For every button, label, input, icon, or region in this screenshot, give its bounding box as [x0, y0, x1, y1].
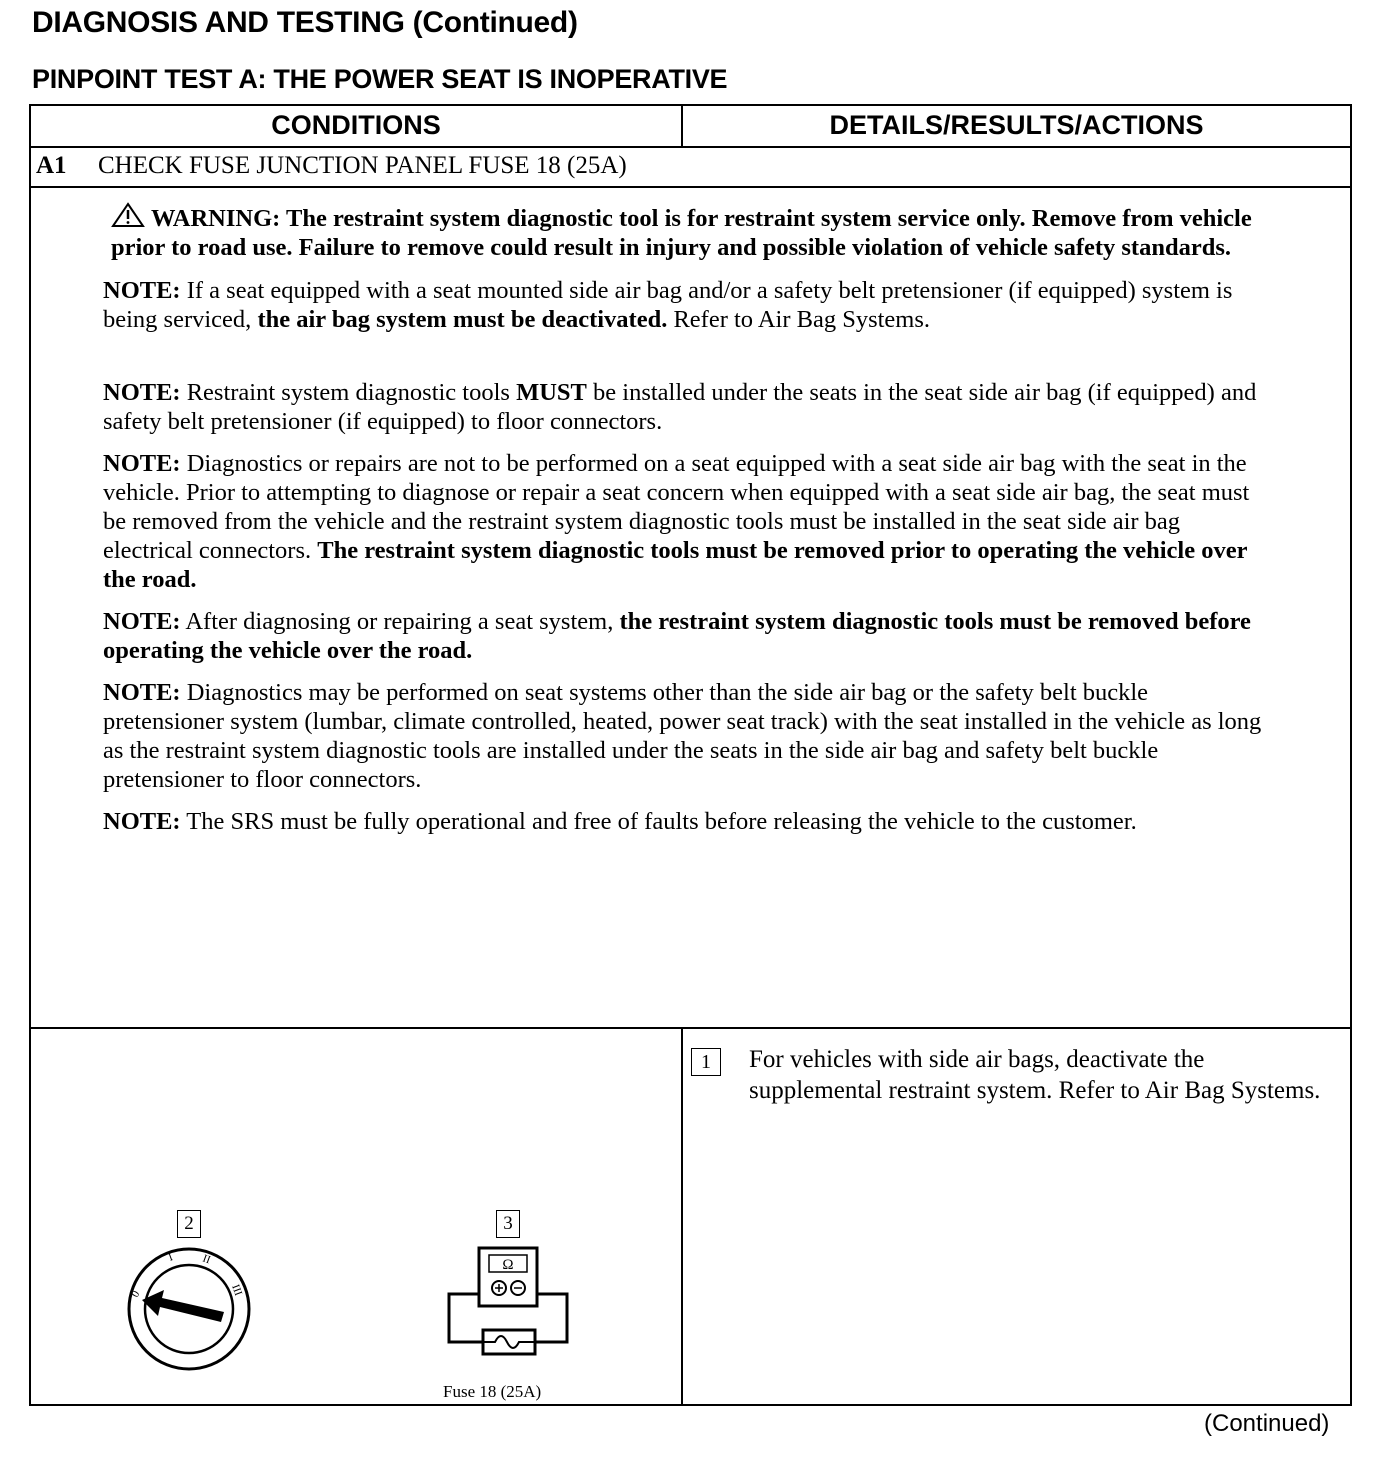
note-text: After diagnosing or repairing a seat system, [180, 608, 620, 635]
header-divider [31, 146, 1350, 148]
note-tail: be installed under the seats in the seat side air bag (if equipped) and safety belt pretensioner (if equipped) to floor connectors. [103, 379, 1257, 435]
fuse-label: Fuse 18 (25A) [443, 1382, 542, 1401]
step-divider [31, 186, 1350, 188]
ohm-symbol: Ω [502, 1257, 514, 1273]
note-label: NOTE: [103, 679, 181, 706]
ignition-switch-icon [124, 1244, 254, 1374]
action-step-number: 1 [691, 1048, 721, 1076]
note-text: Restraint system diagnostic tools [180, 379, 517, 406]
bottom-column-divider [681, 1027, 683, 1404]
ignition-mark-3: III [229, 1282, 245, 1298]
action-step-text: For vehicles with side air bags, deactivate the supplemental restraint system. Refer to Air Bag Systems. [749, 1046, 1321, 1104]
ignition-mark-off: 0 [129, 1288, 143, 1300]
note-emphasis: MUST [516, 379, 587, 406]
note-label: NOTE: [103, 608, 181, 635]
ignition-mark-1: I [166, 1251, 175, 1264]
note-label: NOTE: [103, 277, 181, 304]
page-title: DIAGNOSIS AND TESTING (Continued) [32, 6, 578, 39]
note-2 [103, 378, 1273, 436]
warning-text: WARNING: The restraint system diagnostic tool is for restraint system service only. Remove from vehicle prior to road use. Failure to remove could result in injury and possible violation of vehicle safety standards. [111, 205, 1252, 261]
note-4 [103, 607, 1273, 665]
note-text: The SRS must be fully operational and free of faults before releasing the vehicle to the customer. [180, 808, 1137, 835]
column-header-details: DETAILS/RESULTS/ACTIONS [829, 110, 1204, 140]
note-text: Diagnostics may be performed on seat systems other than the side air bag or the safety belt buckle pretensioner system (lumbar, climate controlled, heated, power seat track) with the seat installed in the vehicle as long as the restraint system diagnostic tools are installed under the seats in the side air bag and safety belt buckle pretensioner to floor connectors. [103, 679, 1262, 793]
note-label: NOTE: [103, 379, 181, 406]
note-label: NOTE: [103, 450, 181, 477]
note-text: If a seat equipped with a seat mounted side air bag and/or a safety belt pretensioner (if equipped) system is being serviced, [103, 277, 1233, 333]
note-emphasis: the restraint system diagnostic tools must be removed before operating the vehicle over the road. [103, 608, 1251, 664]
pinpoint-test-title: PINPOINT TEST A: THE POWER SEAT IS INOPERATIVE [32, 64, 728, 94]
warning-triangle-icon [111, 202, 145, 228]
step-row [36, 152, 627, 180]
note-text: Diagnostics or repairs are not to be performed on a seat equipped with a seat side air bag with the seat in the vehicle. Prior to attempting to diagnose or repair a seat concern when equipped with a seat side air bag, the seat must be removed from the vehicle and the restraint system diagnostic tools must be installed in the seat side air bag electrical connectors. [103, 450, 1250, 564]
callout-2: 2 [177, 1210, 201, 1238]
warning-block [111, 202, 1273, 262]
note-3 [103, 449, 1273, 594]
callout-3: 3 [496, 1210, 520, 1238]
note-6 [103, 807, 1273, 836]
step-title: CHECK FUSE JUNCTION PANEL FUSE 18 (25A) [98, 152, 627, 179]
continued-label: (Continued) [1204, 1410, 1330, 1437]
notes-section [103, 202, 1273, 849]
note-emphasis: The restraint system diagnostic tools must be removed prior to operating the vehicle over the road. [103, 537, 1248, 593]
column-header-conditions: CONDITIONS [271, 110, 441, 140]
note-tail: Refer to Air Bag Systems. [667, 306, 930, 333]
ignition-mark-2: II [200, 1252, 212, 1267]
pinpoint-test-table [29, 104, 1352, 1406]
note-5 [103, 678, 1273, 794]
action-step [691, 1044, 1331, 1106]
note-emphasis: the air bag system must be deactivated. [257, 306, 668, 333]
note-1 [103, 276, 1273, 334]
note-label: NOTE: [103, 808, 181, 835]
step-id: A1 [36, 152, 67, 179]
notes-divider [31, 1027, 1350, 1029]
ohmmeter-fuse-diagram [443, 1246, 573, 1371]
